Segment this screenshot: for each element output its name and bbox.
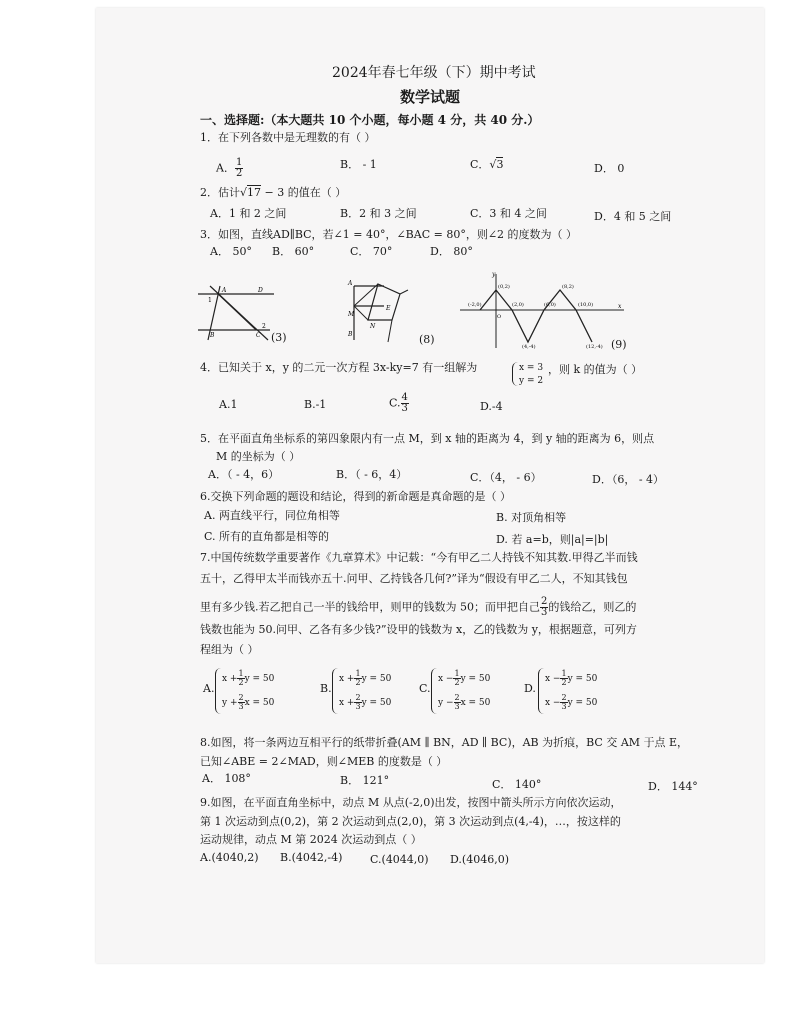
fig9-label-x: x — [618, 303, 622, 310]
q7-option-a — [203, 666, 313, 718]
q7-option-d-row1: x − $\frac{1}{2}$ y = 50 — [545, 669, 598, 687]
q3-option-b: B． 60° — [272, 245, 315, 258]
q1-option-b: B． - 1 — [340, 158, 377, 171]
q1-option-d: D． 0 — [594, 162, 625, 175]
q7-option-c-row2: y − $\frac{2}{3}$ x = 50 — [438, 693, 491, 711]
q7-option-d-brace — [538, 668, 544, 714]
q8-option-d: D． 144° — [648, 780, 698, 793]
fig9-label-p6: (8,2) — [562, 284, 574, 290]
q2-option-a: A．1 和 2 之间 — [210, 207, 287, 220]
q8-line1: 8.如图，将一条两边互相平行的纸带折叠(AM ∥ BN，AD ∥ BC)，AB 为折痕，BC 交 AM 于点 E， — [200, 736, 689, 749]
q5-option-c: C．（4， - 6） — [470, 471, 542, 484]
q4-system-row2: y = 2 — [519, 376, 544, 386]
q2-option-b: B．2 和 3 之间 — [340, 207, 417, 220]
q4-system-row1: x = 3 — [519, 363, 544, 373]
q9-line3: 运动规律，动点 M 第 2024 次运动到点（ ） — [200, 833, 422, 846]
q7-option-b-brace — [332, 668, 338, 714]
fig9-label-p2: (0,2) — [498, 284, 510, 290]
fig3-label-2: 2 — [262, 323, 266, 330]
q7-option-d-row2: x − $\frac{2}{3}$ y = 50 — [545, 693, 598, 711]
q7-option-d — [524, 666, 629, 718]
q6-option-b: B. 对顶角相等 — [496, 511, 567, 524]
q4-option-b: B.-1 — [304, 398, 327, 411]
q8-line2: 已知∠ABE = 2∠MAD，则∠MEB 的度数是（ ） — [200, 755, 448, 768]
q4-option-a: A.1 — [219, 398, 238, 411]
q2-stem: 2．估计√17 − 3 的值在（ ） — [200, 186, 347, 199]
fig9-label-p3: (2,0) — [512, 302, 524, 308]
q9-line1: 9.如图，在平面直角坐标中，动点 M 从点(-2,0)出发，按图中箭头所示方向依次运动， — [200, 796, 622, 809]
q7-option-c-label: C. — [419, 682, 431, 695]
fig3-caption: (3) — [271, 331, 287, 344]
q6-stem: 6.交换下列命题的题设和结论，得到的新命题是真命题的是（ ） — [200, 490, 511, 503]
q7-option-a-row1: x + $\frac{1}{2}$ y = 50 — [222, 669, 275, 687]
q7-line5: 程组为（ ） — [200, 643, 259, 656]
q5-option-a: A．（ - 4，6） — [208, 468, 280, 481]
fig3-label-a: A — [222, 287, 227, 294]
fig9-label-p1: (-2,0) — [468, 302, 482, 308]
q4-stem-post: ，则 k 的值为（ ） — [548, 363, 643, 376]
q4-system-brace — [512, 362, 518, 386]
q9-option-c: C.(4044,0) — [370, 853, 429, 866]
q5-option-d: D．（6， - 4） — [592, 473, 665, 486]
q9-option-d: D.(4046,0) — [450, 853, 509, 866]
fig8-caption: (8) — [419, 333, 435, 346]
fig3-label-b: B — [210, 332, 215, 339]
fig9-label-p7: (10,0) — [578, 302, 594, 308]
q5-option-b: B．（ - 6，4） — [336, 468, 408, 481]
q6-option-d: D. 若 a=b，则|a|=|b| — [496, 533, 609, 546]
q7-option-c — [419, 666, 524, 718]
q7-option-a-brace — [215, 668, 221, 714]
q6-option-c: C. 所有的直角都是相等的 — [204, 530, 330, 543]
q4-option-c: C. $\frac{4}{3}$ — [389, 392, 408, 414]
fig8-label-m: M — [348, 311, 355, 318]
q6-option-a: A. 两直线平行，同位角相等 — [204, 509, 340, 522]
figure-8 — [348, 276, 418, 346]
fig9-caption: (9) — [611, 338, 627, 351]
q7-option-b — [320, 666, 425, 718]
q1-stem: 1．在下列各数中是无理数的有（ ） — [200, 131, 376, 144]
q7-option-a-row2: y + $\frac{2}{3}$ x = 50 — [222, 693, 275, 711]
q7-option-b-row1: x + $\frac{1}{2}$ y = 50 — [339, 669, 392, 687]
q9-line2: 第 1 次运动到点(0,2)，第 2 次运动到点(2,0)，第 3 次运动到点(4,-4)，…，按这样的 — [200, 815, 621, 828]
q7-option-b-row2: x + $\frac{2}{3}$ y = 50 — [339, 693, 392, 711]
fig9-label-p5: (6,0) — [544, 302, 556, 308]
q9-option-a: A.(4040,2) — [200, 851, 259, 864]
exam-title: 2024年春七年级（下）期中考试 — [332, 65, 536, 81]
q7-line2: 五十，乙得甲太半而钱亦五十.问甲、乙持钱各几何?”译为“假设有甲乙二人，不知其钱包 — [200, 572, 628, 585]
fig3-label-1: 1 — [208, 297, 212, 304]
figure-9 — [458, 270, 628, 350]
exam-subject: 数学试题 — [400, 88, 461, 106]
fig8-label-n: N — [370, 323, 376, 330]
q8-option-c: C． 140° — [492, 778, 542, 791]
q2-option-c: C．3 和 4 之间 — [470, 207, 547, 220]
q3-option-d: D． 80° — [430, 245, 473, 258]
q3-stem: 3．如图，直线AD∥BC，若∠1 = 40°，∠BAC = 80°，则∠2 的度数为（ ） — [200, 228, 578, 241]
q1-option-a: A． $\frac{1}{2}$ — [216, 157, 243, 179]
q9-option-b: B.(4042,-4) — [280, 851, 343, 864]
fig9-label-origin: O — [497, 314, 502, 320]
q7-option-d-label: D. — [524, 682, 536, 695]
fig3-label-c: C — [256, 332, 261, 339]
q1-option-c: C．√3 — [470, 158, 504, 171]
q3-option-c: C． 70° — [350, 245, 393, 258]
fig9-label-y: y — [492, 271, 496, 278]
q5-line2: M 的坐标为（ ） — [216, 450, 301, 463]
fig8-label-b: B — [348, 331, 353, 338]
q8-option-a: A． 108° — [202, 772, 251, 785]
q4-stem-pre: 4．已知关于 x，y 的二元一次方程 3x-ky=7 有一组解为 — [200, 361, 478, 374]
fig9-label-p4: (4,-4) — [522, 344, 536, 350]
q7-line1: 7.中国传统数学重要著作《九章算术》中记载：“今有甲乙二人持钱不知其数.甲得乙半而钱 — [200, 551, 638, 564]
q4-option-d: D.-4 — [480, 400, 503, 413]
fig9-label-p8: (12,-4) — [586, 344, 603, 350]
q7-option-a-label: A. — [203, 682, 215, 695]
q7-option-c-brace — [431, 668, 437, 714]
q7-option-b-label: B. — [320, 682, 332, 695]
fig8-label-a: A — [348, 280, 353, 287]
q8-option-b: B． 121° — [340, 774, 390, 787]
q7-line3: 里有多少钱.若乙把自己一半的钱给甲，则甲的钱数为 50；而甲把自己 $\frac{2}{3}$ 的钱给乙，则乙的 — [200, 596, 637, 618]
q7-option-c-row1: x − $\frac{1}{2}$ y = 50 — [438, 669, 491, 687]
q3-option-a: A． 50° — [210, 245, 252, 258]
fig8-label-e: E — [386, 305, 391, 312]
section-heading: 一、选择题:（本大题共 10 个小题，每小题 4 分，共 40 分.） — [200, 113, 540, 127]
q2-option-d: D．4 和 5 之间 — [594, 210, 672, 223]
q7-line4: 钱数也能为 50.问甲、乙各有多少钱?”设甲的钱数为 x，乙的钱数为 y，根据题意，可列方 — [200, 623, 637, 636]
q5-line1: 5．在平面直角坐标系的第四象限内有一点 M，到 x 轴的距离为 4，到 y 轴的距离为 6，则点 — [200, 432, 655, 445]
fig3-label-d: D — [258, 287, 263, 294]
